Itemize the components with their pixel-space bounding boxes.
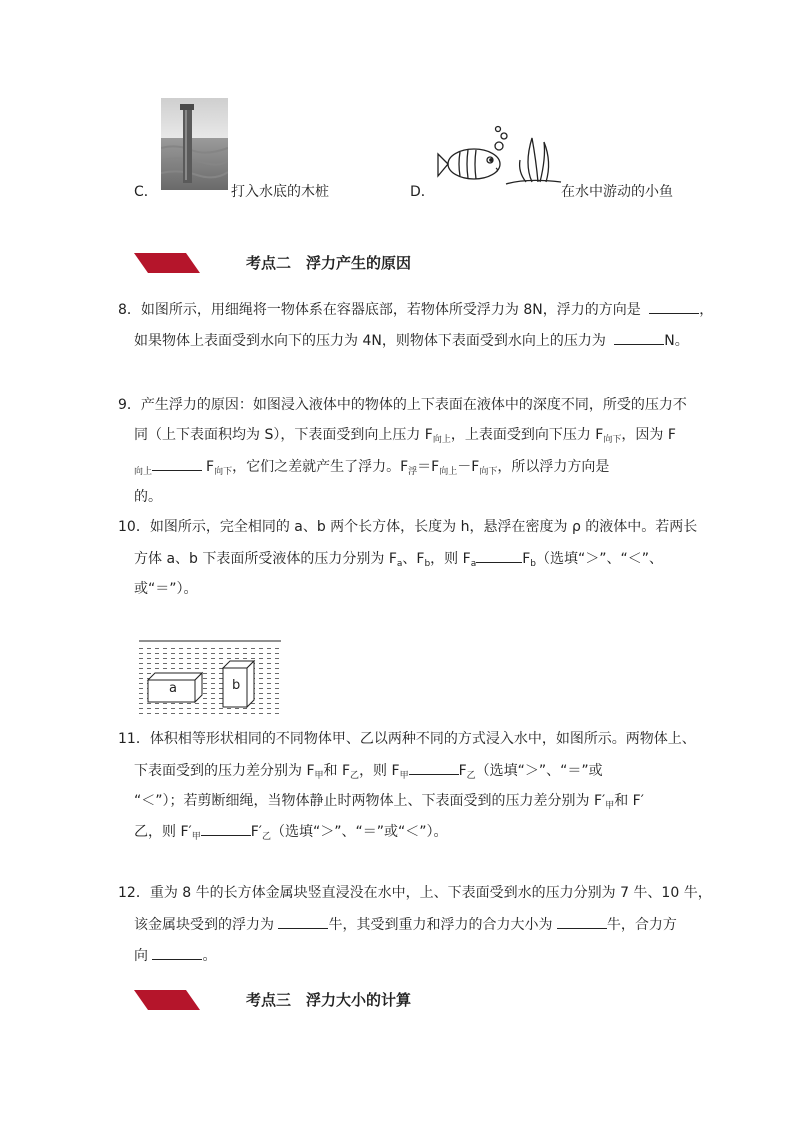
- answer-blank[interactable]: [409, 760, 459, 775]
- section-bar-icon: [134, 990, 200, 1010]
- q8-line2: 如果物体上表面受到水向下的压力为 4N，则物体下表面受到水向上的压力为 N。: [134, 330, 689, 351]
- box-b-label: b: [232, 678, 241, 693]
- answer-blank[interactable]: [278, 914, 328, 929]
- option-d-letter: D．: [410, 184, 435, 200]
- liquid-container-figure: [139, 636, 281, 716]
- q9-line1: 9．产生浮力的原因：如图浸入液体中的物体的上下表面在液体中的深度不同，所受的压力不: [118, 397, 687, 413]
- answer-blank[interactable]: [476, 548, 522, 563]
- q11-line2: 下表面受到的压力差分别为 $F_甲$和 $F_乙$，则 $F_甲$ $F_乙$（选填“＞”、“＝”或: [134, 760, 603, 786]
- q9-line3: $_{向上}$ $F_{向下}$，它们之差就产生了浮力。$F_浮=F_{向上}-F_{向下}$，所以浮力方向是: [134, 456, 609, 482]
- answer-blank[interactable]: [152, 456, 202, 471]
- option-c-caption: 打入水底的木桩: [231, 184, 329, 200]
- option-c-letter: C．: [134, 184, 158, 200]
- answer-blank[interactable]: [152, 945, 202, 960]
- q11-line3: “＜”）；若剪断细绳，当物体静止时两物体上、下表面受到的压力差分别为 $F'_甲$和 F′: [134, 793, 644, 811]
- q12-line3: 向 。: [134, 945, 216, 966]
- q9-line2: 同（上下表面积均为 S），下表面受到向上压力 $F_{向上}$，上表面受到向下压力 $F_{向下}$，因为 F: [134, 427, 676, 445]
- box-a-label: a: [169, 681, 177, 696]
- q10-line2: 方体 a、b 下表面所受液体的压力分别为 $F_a$、$F_b$，则 $F_a$ $F_b$（选填“＞”、“＜”、: [134, 548, 663, 574]
- section-title: 考点三 浮力大小的计算: [246, 991, 412, 1009]
- section-header-3: [134, 988, 434, 1012]
- q11-line4: 乙，则 $F'_甲$ $F'_乙$（选填“＞”、“＝”或“＜”）。: [134, 821, 447, 847]
- fish-drawing: [436, 124, 562, 192]
- option-d-caption: 在水中游动的小鱼: [561, 184, 673, 200]
- q12-line2: 该金属块受到的浮力为 牛，其受到重力和浮力的合力大小为 牛，合力方: [134, 914, 677, 935]
- q10-line1: 10．如图所示，完全相同的 a、b 两个长方体，长度为 h，悬浮在密度为 ρ 的液体中。若两长: [118, 519, 698, 535]
- q11-line1: 11．体积相等形状相同的不同物体甲、乙以两种不同的方式浸入水中，如图所示。两物体上、: [118, 731, 696, 747]
- section-title: 考点二 浮力产生的原因: [246, 254, 412, 272]
- q12-line1: 12．重为 8 牛的长方体金属块竖直浸没在水中，上、下表面受到水的压力分别为 7 牛、10 牛，: [118, 885, 712, 901]
- section-bar-icon: [134, 253, 200, 273]
- stake-photo: [161, 98, 228, 190]
- answer-blank[interactable]: [614, 330, 664, 345]
- q10-line3: 或“＝”）。: [134, 581, 198, 597]
- q9-line4: 的。: [134, 489, 162, 505]
- answer-blank[interactable]: [649, 299, 699, 314]
- answer-blank[interactable]: [557, 914, 607, 929]
- q8-line1: 8．如图所示，用细绳将一物体系在容器底部，若物体所受浮力为 8N，浮力的方向是 ，: [118, 299, 713, 320]
- section-header-2: [134, 251, 434, 275]
- answer-blank[interactable]: [201, 821, 251, 836]
